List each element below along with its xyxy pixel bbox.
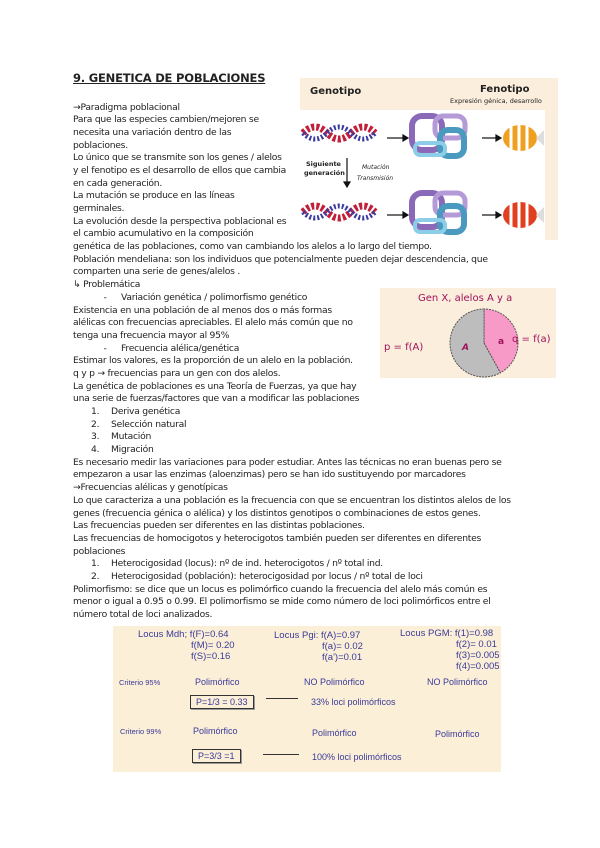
c99-mdh: Polimórfico [193, 726, 238, 736]
text-line: La genética de poblaciones es una Teoría de Fuerzas, ya que hay [73, 380, 357, 392]
slice-label-a: a [498, 337, 505, 347]
text-line: La mutación se produce en las líneas [73, 190, 235, 202]
genotype-phenotype-figure [300, 78, 558, 240]
p-label: p = f(A) [384, 342, 424, 353]
sub-heading: - Frecuencia alélica/genética [103, 342, 240, 354]
pgm-line: Locus PGM: f(1)=0.98 [400, 628, 494, 639]
c95-pgi: NO Polimórfico [304, 677, 365, 687]
text-line: comparten una serie de genes/alelos . [73, 266, 241, 278]
text-line: poblaciones. [73, 139, 128, 151]
c99-result: 100% loci polimórficos [312, 752, 402, 762]
text-line: genes (frecuencia génica o alélica) y los distintos genotipos o combinaciones de estos genes. [73, 507, 481, 519]
mdh-line: f(M)= 0.20 [191, 640, 235, 651]
text-line: y el fenotipo es el desarrollo de ellos que cambia [73, 164, 287, 176]
arrow-icon [266, 698, 298, 699]
fenotipo-label: Fenotipo [480, 84, 530, 95]
mutacion-label: Mutación [362, 164, 390, 171]
text-line: una serie de fuerzas/factores que van a modificar las poblaciones [73, 393, 360, 405]
text-line: Lo que caracteriza a una población es la frecuencia con que se encuentran los distintos alelos de los [73, 494, 511, 506]
criterio-99-label: Criterio 99% [120, 727, 162, 736]
pgi-line: f(a')=0.01 [322, 652, 363, 663]
pgm-line: f(2)= 0.01 [456, 639, 497, 650]
text-line: →Frecuencias alélicas y genotípicas [73, 482, 228, 494]
criterio-95-label: Criterio 95% [119, 678, 161, 687]
allele-pie-figure [380, 288, 556, 378]
text-line: en cada generación. [73, 177, 163, 189]
c99-pgi: Polimórfico [312, 728, 357, 738]
q-label: q = f(a) [512, 334, 551, 345]
c99-result-box: P=3/3 =1 [192, 749, 241, 763]
text-line: Estimar los valores, es la proporción de un alelo en la población. [73, 355, 353, 367]
text-line: poblaciones [73, 545, 126, 557]
pgi-line: Locus Pgi: f(A)=0.97 [274, 630, 361, 641]
text-line: Para que las especies cambien/mejoren se [73, 114, 259, 126]
list-item: 1. Heterocigosidad (locus): nº de ind. heterocigotos / nº total ind. [91, 558, 383, 570]
siguiente-label: Siguiente [306, 160, 341, 168]
text-line: ↳ Problemática [73, 279, 141, 291]
expresion-label: Expresión génica, desarrollo [450, 97, 542, 105]
text-line: La evolución desde la perspectiva poblacional es [73, 215, 287, 227]
list-item: 3. Mutación [91, 431, 152, 443]
slice-label-A: A [462, 343, 469, 353]
genotipo-label: Genotipo [310, 86, 362, 97]
text-line: el cambio acumulativo en la composición [73, 228, 254, 240]
text-line: Población mendeliana: son los individuos que potencialmente pueden dejar descendencia, que [73, 253, 488, 265]
list-item: 1. Deriva genética [91, 406, 181, 417]
text-line: germinales. [73, 203, 125, 214]
mdh-line: Locus Mdh; f(F)=0.64 [138, 629, 229, 640]
pie-title: Gen X, alelos A y a [418, 293, 513, 304]
text-line: Lo único que se transmite son los genes / alelos [73, 152, 282, 164]
text-line: genética de las poblaciones, como van cambiando los alelos a lo largo del tiempo. [73, 241, 432, 253]
text-line: Es necesario medir las variaciones para poder estudiar. Antes las técnicas no eran buenas pero se [73, 456, 502, 468]
c95-result: 33% loci polimórficos [311, 697, 396, 707]
text-line: alélicas con frecuencias apreciables. El alelo más común que no [73, 317, 353, 329]
mdh-line: f(S)=0.16 [191, 651, 231, 662]
pgm-line: f(4)=0.005 [456, 661, 500, 672]
c99-pgm: Polimórfico [435, 729, 480, 739]
arrow-icon [263, 754, 299, 755]
protein-icon [412, 116, 465, 232]
text-line: Existencia en una población de al menos dos o más formas [73, 304, 332, 316]
text-line: Las frecuencias de homocigotos y heterocigotos también pueden ser diferentes en diferentes [73, 532, 482, 544]
sub-heading: - Variación genética / polimorfismo genético [103, 291, 308, 303]
text-line: tenga una frecuencia mayor al 95% [73, 329, 230, 341]
list-item: 4. Migración [91, 444, 154, 456]
generacion-label: generación [304, 169, 345, 177]
c95-pgm: NO Polimórfico [427, 677, 488, 687]
text-line: q y p → frecuencias para un gen con dos alelos. [73, 367, 281, 379]
list-item: 2. Heterocigosidad (población): heterocigosidad por locus / nº total de loci [91, 570, 423, 582]
transmision-label: Transmisión [357, 175, 394, 182]
text-line: necesita una variación dentro de las [73, 126, 232, 138]
c95-mdh: Polimórfico [195, 677, 240, 687]
polymorphism-figure [113, 626, 501, 772]
fish-icon [503, 125, 544, 228]
list-item: 2. Selección natural [91, 418, 187, 430]
text-line: número total de loci analizados. [73, 609, 213, 620]
section-title: 9. GENETICA DE POBLACIONES [73, 71, 266, 85]
text-line: Las frecuencias pueden ser diferentes en las distintas poblaciones. [73, 520, 365, 532]
pgi-line: f(a)= 0.02 [322, 641, 363, 652]
text-line: empezaron a usar las enzimas (aloenzimas) pero se han ido sustituyendo por marcadores [73, 469, 466, 481]
text-line: →Paradigma poblacional [73, 101, 180, 113]
c95-result-box: P=1/3 = 0.33 [190, 695, 254, 709]
text-line: Polimorfismo: se dice que un locus es polimórfico cuando la frecuencia del alelo más común es [73, 583, 488, 595]
text-line: menor o igual a 0.95 o 0.99. El polimorfismo se mide como número de loci polimórficos entre el [73, 596, 491, 608]
pgm-line: f(3)=0.005 [456, 650, 500, 661]
